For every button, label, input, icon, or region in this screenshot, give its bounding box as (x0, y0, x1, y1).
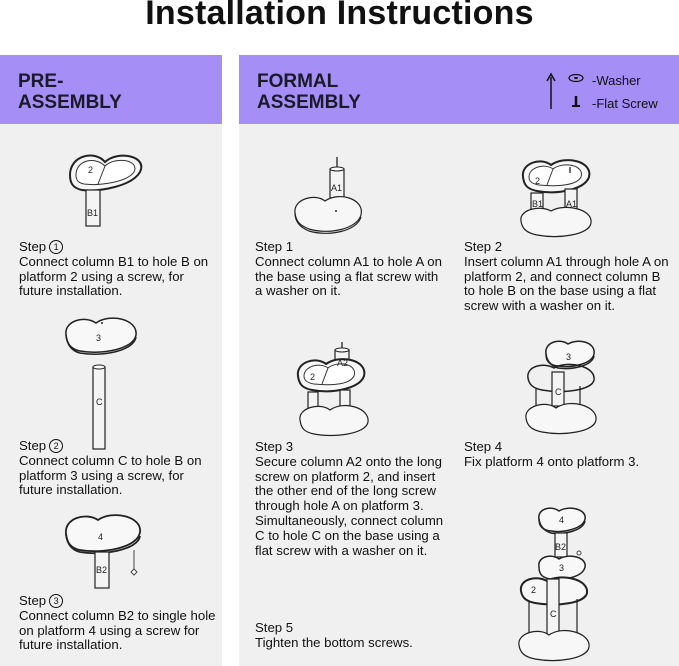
part-label: B2 (96, 565, 108, 575)
flat-screw-legend-label: -Flat Screw (592, 96, 658, 111)
part-label: 2 (88, 165, 94, 175)
illustration-step-4 (524, 338, 614, 438)
illustration-step-2 (519, 155, 609, 240)
washer-icon (568, 73, 586, 83)
part-label: C (96, 397, 103, 407)
part-label: B2 (555, 542, 567, 552)
step-3: Step 3 Secure column A2 onto the long screw on platform 2, and insert the other end of the long screw through hole A on platform 3. Simultaneously, connect column C to hole C on the base using a flat screw with a washer on it. (255, 439, 444, 558)
flat-screw-icon (572, 95, 582, 109)
pre-step-3: Step 3 Connect column B2 to single hole on platform 4 using a screw for future installation. (19, 593, 216, 653)
part-label: C (555, 387, 562, 397)
formal-assembly-panel (239, 55, 679, 666)
part-label: 3 (559, 563, 565, 573)
illustration-step-5 (517, 505, 607, 665)
step-1: Step 1 Connect column A1 to hole A on the base using a flat screw with a washer on it. (255, 239, 442, 299)
part-label: A2 (337, 358, 349, 368)
part-label: 2 (531, 585, 537, 595)
up-arrow-icon (546, 73, 556, 109)
part-label: A1 (331, 183, 343, 193)
illustration-pre-step-1 (60, 150, 160, 240)
part-label: B1 (532, 199, 544, 209)
pre-assembly-header (0, 55, 222, 124)
part-label: 4 (98, 532, 104, 542)
page-title: Installation Instructions (145, 0, 534, 32)
pre-assembly-panel (0, 55, 222, 666)
illustration-step-1 (289, 155, 379, 240)
pre-step-2: Step 2 Connect column C to hole B on platform 3 using a screw, for future installation. (19, 438, 202, 498)
part-label: 2 (310, 372, 316, 382)
legend (546, 69, 661, 113)
step-4: Step 4 Fix platform 4 onto platform 3. (464, 439, 640, 469)
step-5: Step 5 Tighten the bottom screws. (255, 620, 413, 650)
illustration-step-3 (294, 340, 394, 440)
part-label: C (550, 609, 557, 619)
part-label: 2 (535, 176, 541, 186)
part-label: A1 (566, 199, 578, 209)
washer-legend-label: -Washer (592, 73, 641, 88)
illustration-pre-step-3 (62, 510, 162, 600)
formal-assembly-header (239, 55, 679, 124)
pre-step-1: Step 1 Connect column B1 to hole B on platform 2 using a screw, for future installation. (19, 239, 209, 299)
pre-assembly-title: PRE- ASSEMBLY (18, 71, 122, 113)
part-label: 4 (559, 515, 565, 525)
formal-assembly-title: FORMAL ASSEMBLY (257, 71, 361, 113)
step-2: Step 2 Insert column A1 through hole A on platform 2, and connect column B to hole B on the base using a flat screw with a washer on it. (464, 239, 669, 314)
part-label: 3 (566, 352, 572, 362)
illustration-pre-step-2 (62, 315, 162, 455)
part-label: 3 (96, 333, 102, 343)
part-label: B1 (87, 208, 99, 218)
